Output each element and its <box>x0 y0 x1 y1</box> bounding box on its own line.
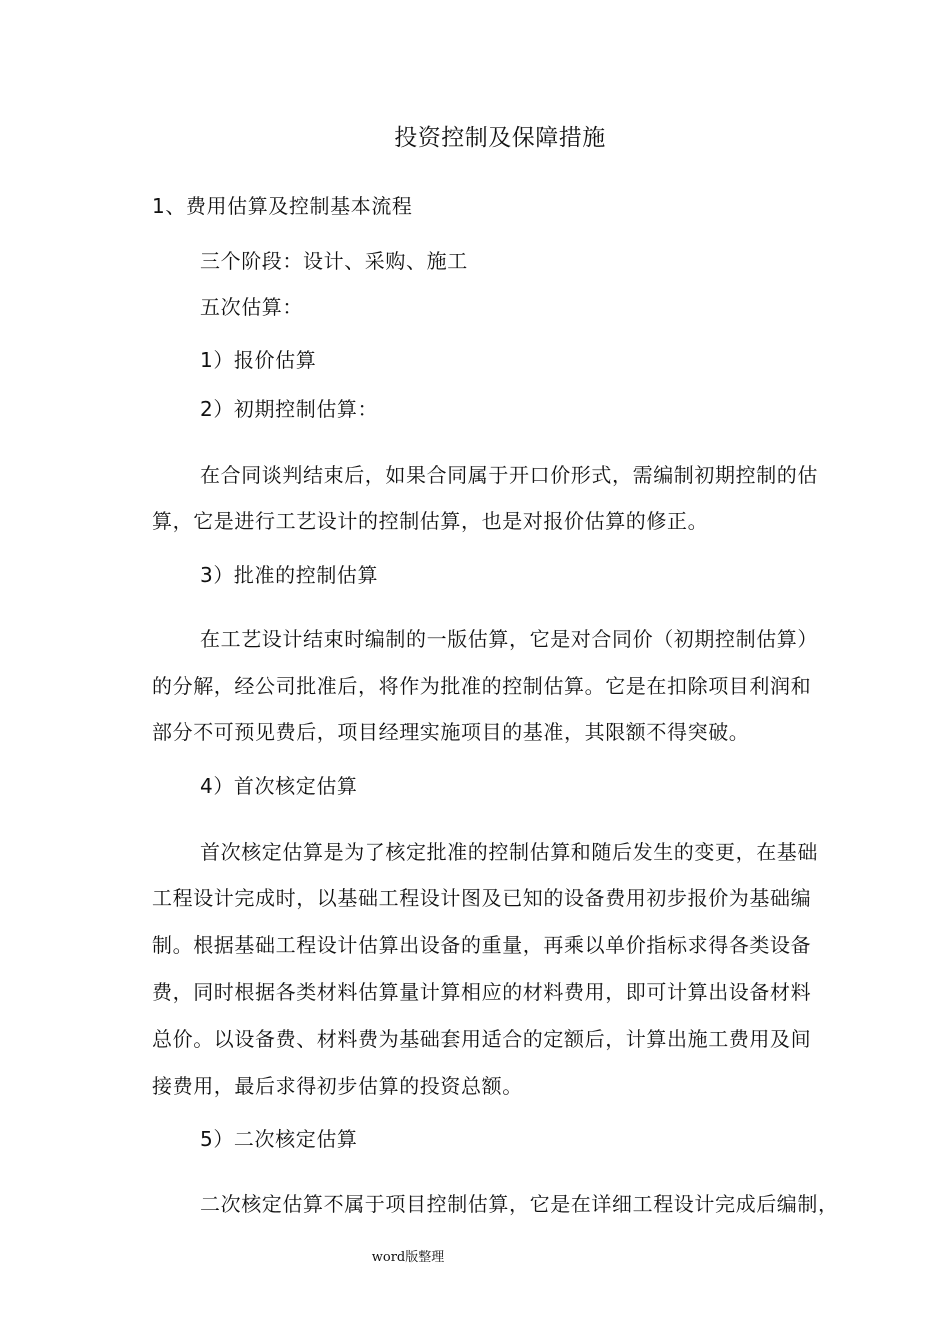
list-item-4: 4）首次核定估算 <box>200 774 358 798</box>
paragraph-line: 在合同谈判结束后，如果合同属于开口价形式，需编制初期控制的估 <box>200 463 818 487</box>
page-footer: word版整理 <box>371 1250 445 1265</box>
paragraph-line: 算，它是进行工艺设计的控制估算，也是对报价估算的修正。 <box>152 509 709 533</box>
list-item-5: 5）二次核定估算 <box>200 1127 358 1151</box>
list-item-3: 3）批准的控制估算 <box>200 563 379 587</box>
paragraph-line: 的分解，经公司批准后，将作为批准的控制估算。它是在扣除项目利润和 <box>152 674 812 698</box>
list-item-2: 2）初期控制估算： <box>200 397 379 421</box>
paragraph-line: 部分不可预见费后，项目经理实施项目的基准，其限额不得突破。 <box>152 720 750 744</box>
paragraph-line: 首次核定估算是为了核定批准的控制估算和随后发生的变更，在基础 <box>200 840 818 864</box>
paragraph-line: 制。根据基础工程设计估算出设备的重量，再乘以单价指标求得各类设备 <box>152 933 812 957</box>
paragraph-line: 二次核定估算不属于项目控制估算，它是在详细工程设计完成后编制， <box>200 1192 839 1216</box>
five-estimates-line: 五次估算： <box>200 295 303 319</box>
paragraph-line: 工程设计完成时，以基础工程设计图及已知的设备费用初步报价为基础编 <box>152 886 812 910</box>
section-heading: 1、费用估算及控制基本流程 <box>152 194 413 218</box>
stages-line: 三个阶段：设计、采购、施工 <box>200 249 468 273</box>
list-item-1: 1）报价估算 <box>200 348 317 372</box>
document-title: 投资控制及保障措施 <box>394 125 606 151</box>
paragraph-line: 在工艺设计结束时编制的一版估算，它是对合同价（初期控制估算） <box>200 627 818 651</box>
paragraph-line: 总价。以设备费、材料费为基础套用适合的定额后，计算出施工费用及间 <box>152 1027 812 1051</box>
paragraph-line: 费，同时根据各类材料估算量计算相应的材料费用，即可计算出设备材料 <box>152 980 812 1004</box>
paragraph-line: 接费用，最后求得初步估算的投资总额。 <box>152 1074 523 1098</box>
